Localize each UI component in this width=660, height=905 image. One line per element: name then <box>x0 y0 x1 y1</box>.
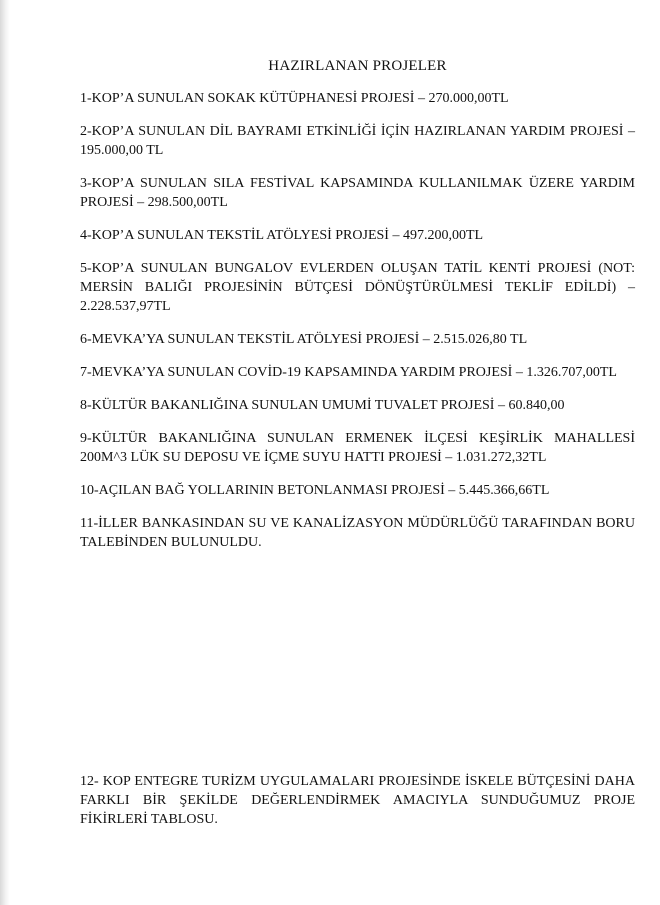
project-item-6: 6-MEVKA’YA SUNULAN TEKSTİL ATÖLYESİ PROJESİ – 2.515.026,80 TL <box>80 332 528 347</box>
project-item-9: 9-KÜLTÜR BAKANLIĞINA SUNULAN ERMENEK İLÇESİ KEŞİRLİK MAHALLESİ 200M^3 LÜK SU DEPOSU VE İÇME SUYU HATTI PROJESİ – 1.031.272,32TL <box>80 431 635 465</box>
project-item-10: 10-AÇILAN BAĞ YOLLARININ BETONLANMASI PROJESİ – 5.445.366,66TL <box>80 483 550 498</box>
project-item-1: 1-KOP’A SUNULAN SOKAK KÜTÜPHANESİ PROJESİ – 270.000,00TL <box>80 91 509 106</box>
document-title: HAZIRLANAN PROJELER <box>268 58 447 74</box>
project-item-11: 11-İLLER BANKASINDAN SU VE KANALİZASYON MÜDÜRLÜĞÜ TARAFINDAN BORU TALEBİNDEN BULUNULDU. <box>80 516 635 550</box>
project-item-2: 2-KOP’A SUNULAN DİL BAYRAMI ETKİNLİĞİ İÇİN HAZIRLANAN YARDIM PROJESİ – 195.000,00 TL <box>80 124 635 158</box>
document-page <box>80 58 635 827</box>
page-edge-shadow <box>0 0 10 905</box>
project-item-12: 12- KOP ENTEGRE TURİZM UYGULAMALARI PROJESİNDE İSKELE BÜTÇESİNİ DAHA FARKLI BİR ŞEKİLDE DEĞERLENDİRMEK AMACIYLA SUNDUĞUMUZ PROJE FİKİRLERİ TABLOSU. <box>80 774 635 827</box>
project-item-3: 3-KOP’A SUNULAN SILA FESTİVAL KAPSAMINDA KULLANILMAK ÜZERE YARDIM PROJESİ – 298.500,00TL <box>80 176 635 210</box>
project-item-8: 8-KÜLTÜR BAKANLIĞINA SUNULAN UMUMİ TUVALET PROJESİ – 60.840,00 <box>80 398 565 413</box>
project-item-4: 4-KOP’A SUNULAN TEKSTİL ATÖLYESİ PROJESİ – 497.200,00TL <box>80 228 484 243</box>
project-item-5: 5-KOP’A SUNULAN BUNGALOV EVLERDEN OLUŞAN TATİL KENTİ PROJESİ (NOT: MERSİN BALIĞI PROJESİNİN BÜTÇESİ DÖNÜŞTÜRÜLMESİ TEKLİF EDİLDİ) – 2.228.537,97TL <box>80 261 635 314</box>
project-item-7: 7-MEVKA’YA SUNULAN COVİD-19 KAPSAMINDA YARDIM PROJESİ – 1.326.707,00TL <box>80 365 617 380</box>
